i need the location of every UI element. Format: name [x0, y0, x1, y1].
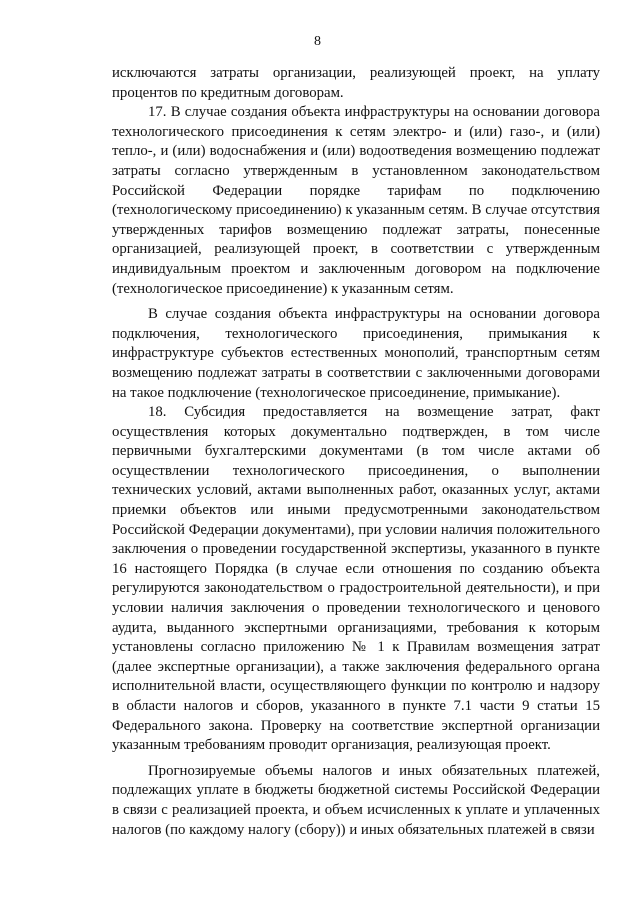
- paragraph-item-17: 17. В случае создания объекта инфраструктуры на основании договора технологического присоединения к сетям электро- и (или) газо-, и (или) тепло-, и (или) водоснабжения и (или) водоотведения возмещению подлежат затраты согласно утвержденным в установленном законодательством Российской Федерации порядке тарифам по подключению (технологическому присоединению) к указанным сетям. В случае отсутствия утвержденных тарифов возмещению подлежат затраты, понесенные организацией, реализующей проект, в соответствии с утвержденным индивидуальным проектом и заключенным договором на подключение (технологическое присоединение) к указанным сетям.: [112, 104, 600, 297]
- paragraph-item-17-cont: В случае создания объекта инфраструктуры на основании договора подключения, технологического присоединения, примыкания к инфраструктуре субъектов естественных монополий, транспортным сетям возмещению подлежат затраты в соответствии с заключенными договорами на такое подключение (технологическое присоединение, примыкание).: [112, 306, 600, 401]
- paragraph-item-18: 18. Субсидия предоставляется на возмещение затрат, факт осуществления которых документально подтвержден, в том числе первичными бухгалтерскими документами (в том числе актами об осуществлении технологического присоединения, о выполнении технических условий, актами выполненных работ, оказанных услуг, актами приемки объектов или иными предусмотренными законодательством Российской Федерации документами), при условии наличия положительного заключения о проведении государственной экспертизы, указанного в пункте 16 настоящего Порядка (в случае если отношения по созданию объекта регулируются законодательством о градостроительной деятельности), и при условии наличия заключения о проведении технологического и ценового аудита, выданного экспертными организациями, требования к которым установлены согласно приложению № 1 к Правилам возмещения затрат (далее экспертные организации), а также заключения федерального органа исполнительной власти, осуществляющего функции по контролю и надзору в области налогов и сборов, указанного в пункте 7.1 части 9 статьи 15 Федерального закона. Проверку на соответствие экспертной организации указанным требованиям проводит организация, реализующая проект.: [112, 404, 600, 754]
- document-body: [112, 64, 600, 840]
- paragraph-forecast: Прогнозируемые объемы налогов и иных обязательных платежей, подлежащих уплате в бюджеты бюджетной системы Российской Федерации в связи с реализацией проекта, и объем исчисленных к уплате и уплаченных налогов (по каждому налогу (сбору)) и иных обязательных платежей в связи: [112, 762, 600, 838]
- paragraph-continuation: исключаются затраты организации, реализующей проект, на уплату процентов по кредитным договорам.: [112, 65, 600, 101]
- page-number: 8: [314, 34, 321, 49]
